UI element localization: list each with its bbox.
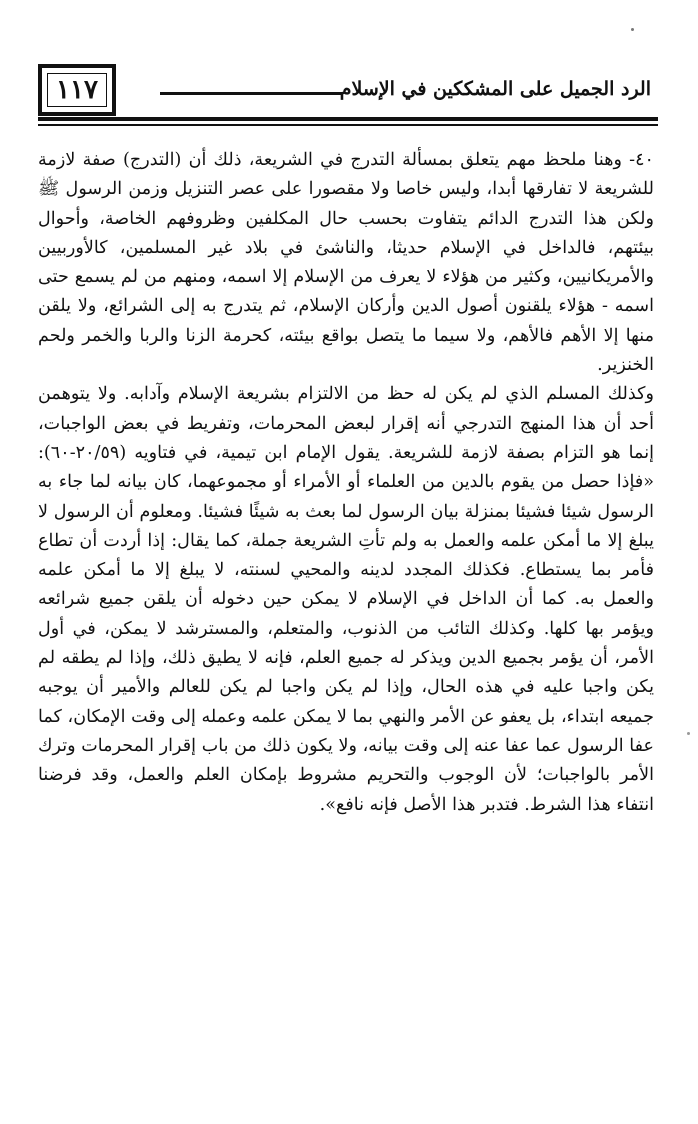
header-rule-thick	[38, 117, 658, 121]
running-title: الرد الجميل على المشككين في الإسلام	[339, 78, 651, 100]
page-body	[38, 146, 654, 820]
page-number-box	[38, 64, 116, 116]
page-number: ١١٧	[56, 75, 98, 105]
header-decorative-line	[160, 92, 343, 95]
scan-speck-side	[687, 732, 690, 735]
scan-speck	[631, 28, 634, 31]
paragraph-40: ٤٠- وهنا ملحظ مهم يتعلق بمسألة التدرج في الشريعة، ذلك أن (التدرج) صفة لازمة للشريعة لا تفارقها أبدا، وليس خاصا ولا مقصورا على عصر التنزيل وزمن الرسول ﷺ ولكن هذا التدرج الدائم يتفاوت بحسب حال المكلفين وظروفهم الخاصة، وأحوال بيئتهم، فالداخل في الإسلام حديثا، والناشئ في بلاد غير المسلمين، كالأوربيين والأمريكانيين، وكثير من هؤلاء لا يعرف من الإسلام إلا اسمه، ومنهم من لم يسمع حتى اسمه - هؤلاء يلقنون أصول الدين وأركان الإسلام، ثم يتدرج به إلى الشرائع، ولا يلقن منها إلا الأهم فالأهم، ولا سيما ما يتصل بواقع بيئته، كحرمة الزنا والربا والخمر ولحم الخنزير.	[38, 150, 654, 376]
header-rule-thin	[38, 124, 658, 126]
paragraph-ibn-taymiyyah-quote: وكذلك المسلم الذي لم يكن له حظ من الالتزام بشريعة الإسلام وآدابه. ولا يتوهمن أحد أن هذا المنهج التدرجي أنه إقرار لبعض المحرمات، وتفريط في بعض الواجبات، إنما هو التزام بصفة لازمة للشريعة. يقول الإمام ابن تيمية، في فتاويه (٢٠/٥٩-٦٠): «فإذا حصل من يقوم بالدين من العلماء أو الأمراء أو مجموعهما، كان بيانه لما جاء به الرسول شيئا فشيئا بمنزلة بيان الرسول لما بعث به شيئًا فشيئا. ومعلوم أن الرسول لا يبلغ إلا ما أمكن علمه والعمل به ولم تأتِ الشريعة جملة، كما يقال: إذا أردت أن تطاع فأمر بما يستطاع. فكذلك المجدد لدينه والمحيي لسنته، لا يبلغ إلا ما أمكن علمه والعمل به. كما أن الداخل في الإسلام لا يمكن حين دخوله أن يلقن جميع شرائعه ويؤمر بها كلها. وكذلك التائب من الذنوب، والمتعلم، والمسترشد لا يمكن، في أول الأمر، أن يؤمر بجميع الدين ويذكر له جميع العلم، فإنه لا يطيق ذلك، وإذا لم يطقه لم يكن واجبا عليه في هذه الحال، وإذا لم يكن واجبا لم يكن للعالم والأمير أن يوجبه جميعه ابتداء، بل يعفو عن الأمر والنهي بما لا يمكن علمه وعمله إلى وقت الإمكان، كما عفا الرسول عما عفا عنه إلى وقت بيانه، ولا يكون ذلك من باب إقرار المحرمات وترك الأمر بالواجبات؛ لأن الوجوب والتحريم مشروط بإمكان العلم والعمل، وقد فرضنا انتفاء هذا الشرط. فتدبر هذا الأصل فإنه نافع».	[38, 384, 654, 815]
